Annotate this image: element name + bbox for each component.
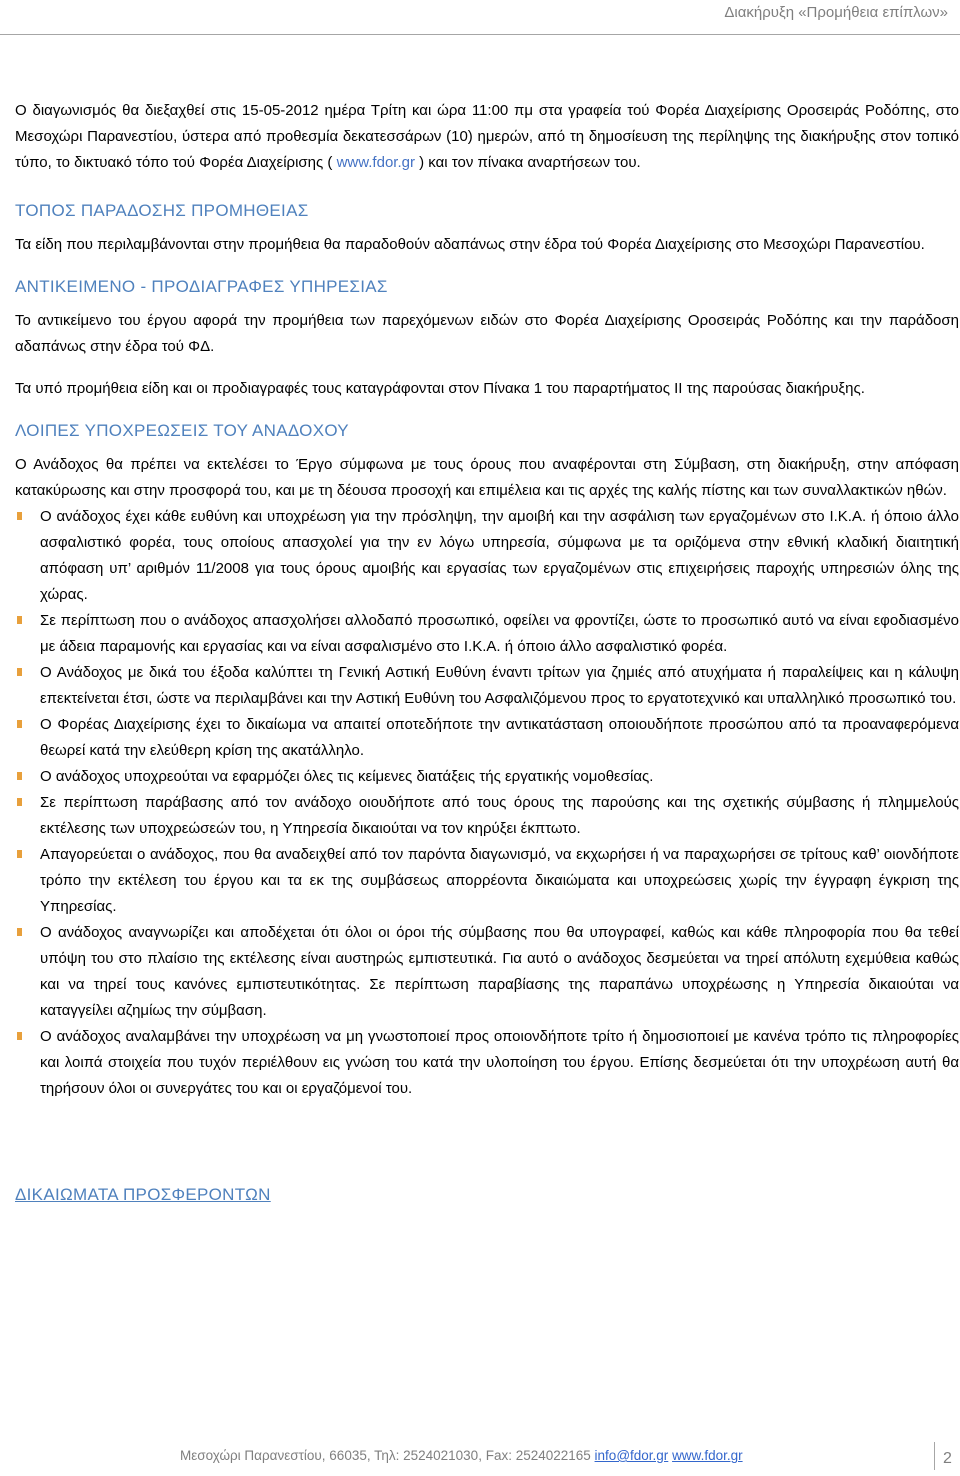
object-text-2: Τα υπό προμήθεια είδη και οι προδιαγραφές τους καταγράφονται στον Πίνακα 1 του παραρτήματος ΙΙ της παρούσας διακήρυξης.	[15, 380, 865, 397]
bullet-icon	[17, 512, 22, 520]
bullet-icon	[17, 668, 22, 676]
list-item	[15, 920, 959, 1024]
footer-website-link[interactable]: www.fdor.gr	[672, 1448, 743, 1463]
obligations-text: Ο Ανάδοχος θα πρέπει να εκτελέσει το Έργο σύμφωνα με τους όρους που αναφέρονται στη Σύμβαση, στη διακήρυξη, στην απόφαση κατακύρωσης και στην προσφορά του, και με τη δέουσα προσοχή και επιμέλεια και τις αρχές της καλής πίστης και των συναλλακτικών ηθών.	[15, 456, 959, 499]
bullet-icon	[17, 720, 22, 728]
list-item	[15, 504, 959, 608]
list-item	[15, 712, 959, 764]
list-item	[15, 790, 959, 842]
page-header	[0, 0, 960, 35]
list-item-text: Απαγορεύεται ο ανάδοχος, που θα αναδειχθεί από τον παρόντα διαγωνισμό, να εκχωρήσει ή να παραχωρήσει σε τρίτους καθ’ οιονδήποτε τρόπο την εκτέλεση του έργου και τα εκ της συμβάσεως απορρέοντα δικαιώματα και υποχρεώσεις χωρίς την έγγραφη έγκριση της Υπηρεσίας.	[40, 846, 959, 915]
bullet-icon	[17, 616, 22, 624]
document-title: Διακήρυξη «Προμήθεια επίπλων»	[724, 4, 948, 21]
object-heading: ΑΝΤΙΚΕΙΜΕΝΟ - ΠΡΟΔΙΑΓΡΑΦΕΣ ΥΠΗΡΕΣΙΑΣ	[15, 277, 388, 296]
list-item	[15, 660, 959, 712]
bullet-icon	[17, 928, 22, 936]
bullet-icon	[17, 772, 22, 780]
footer-email-link[interactable]: info@fdor.gr	[594, 1448, 669, 1463]
list-item-text: Ο ανάδοχος αναγνωρίζει και αποδέχεται ότι όλοι οι όροι τής σύμβασης που θα υπογραφεί, καθώς και κάθε πληροφορία που θα τεθεί υπόψη του στο πλαίσιο της εκτέλεσης είναι αυστηρώς εμπιστευτικά. Για αυτό ο ανάδοχος δεσμεύεται να τηρεί απόλυτη εχεμύθεια καθώς και να τηρεί τους κανόνες εμπιστευτικότητας. Σε περίπτωση παραβίασης της παραπάνω υποχρέωσης η Υπηρεσία δικαιούται να καταγγείλει αζημίως την σύμβαση.	[40, 924, 959, 1019]
fdor-website-link[interactable]: www.fdor.gr	[336, 154, 415, 171]
list-item-text: Ο Ανάδοχος με δικά του έξοδα καλύπτει τη Γενική Αστική Ευθύνη έναντι τρίτων για ζημιές από ατυχήματα ή παραλείψεις και η κάλυψη επεκτείνεται έτσι, ώστε να περιλαμβάνει και την Αστική Ευθύνη του Ασφαλιζόμενου προς το εργατοτεχνικό και υπαλληλικό προσωπικό του.	[40, 664, 959, 707]
bullet-icon	[17, 850, 22, 858]
rights-heading: ΔΙΚΑΙΩΜΑΤΑ ΠΡΟΣΦΕΡΟΝΤΩΝ	[15, 1185, 271, 1204]
document-body	[15, 98, 959, 1208]
list-item-text: Ο ανάδοχος έχει κάθε ευθύνη και υποχρέωση για την πρόσληψη, την αμοιβή και την ασφάλιση των εργαζομένων στο Ι.Κ.Α. ή όποιο άλλο ασφαλιστικό φορέα, τους οποίους απασχολεί για την εν λόγω υπηρεσία, σύμφωνα με τα οριζόμενα στην εθνική κλαδική διαιτητική απόφαση υπ’ αριθμόν 11/2008 για τους όρους αμοιβής και εργασίας των εργαζομένων στις επιχειρήσεις παροχής υπηρεσιών όλης της χώρας.	[40, 508, 959, 603]
list-item	[15, 842, 959, 920]
list-item	[15, 608, 959, 660]
list-item	[15, 1024, 959, 1102]
list-item-text: Ο Φορέας Διαχείρισης έχει το δικαίωμα να απαιτεί οποτεδήποτε την αντικατάσταση οποιουδήποτε προσώπου από τα προαναφερόμενα θεωρεί κατά την ελεύθερη κρίση της ακατάλληλο.	[40, 716, 959, 759]
list-item-text: Ο ανάδοχος αναλαμβάνει την υποχρέωση να μη γνωστοποιεί προς οποιονδήποτε τρίτο ή δημοσιοποιεί με κανένα τρόπο τις πληροφορίες και λοιπά στοιχεία που τυχόν περιέλθουν εις γνώση του κατά την υλοποίηση του έργου. Επίσης δεσμεύεται ότι την υποχρέωση αυτή θα τηρήσουν όλοι οι συνεργάτες του και οι εργαζόμενοί του.	[40, 1028, 959, 1097]
list-item-text: Ο ανάδοχος υποχρεούται να εφαρμόζει όλες τις κείμενες διατάξεις τής εργατικής νομοθεσίας.	[40, 768, 654, 785]
footer-contact	[180, 1448, 743, 1463]
intro-text: Ο διαγωνισμός θα διεξαχθεί στις 15-05-2012 ημέρα Τρίτη και ώρα 11:00 πμ στα γραφεία τού Φορέα Διαχείρισης Οροσειράς Ροδόπης, στο Μεσοχώρι Παρανεστίου, ύστερα από προθεσμία δεκατεσσάρων (10) ημερών, από τη δημοσίευση της περίληψης της διακήρυξης στον τοπικό τύπο, το δικτυακό τόπο τού Φορέα Διαχείρισης (	[15, 102, 959, 171]
obligations-list	[15, 504, 959, 1102]
page-footer	[0, 1438, 960, 1474]
bullet-icon	[17, 798, 22, 806]
page-number: 2	[934, 1442, 952, 1470]
list-item-text: Σε περίπτωση που ο ανάδοχος απασχολήσει αλλοδαπό προσωπικό, οφείλει να φροντίζει, ώστε το προσωπικό αυτό να είναι εφοδιασμένο με άδεια παραμονής και εργασίας και να είναι ασφαλισμένο στο Ι.Κ.Α. ή όποιο άλλο ασφαλιστικό φορέα.	[40, 612, 959, 655]
intro-text-end: ) και τον πίνακα αναρτήσεων του.	[414, 154, 641, 171]
intro-paragraph	[15, 98, 959, 176]
bullet-icon	[17, 1032, 22, 1040]
footer-address: Μεσοχώρι Παρανεστίου, 66035, Τηλ: 2524021030, Fax: 2524022165	[180, 1448, 595, 1463]
delivery-heading: ΤΟΠΟΣ ΠΑΡΑΔΟΣΗΣ ΠΡΟΜΗΘΕΙΑΣ	[15, 201, 309, 220]
list-item	[15, 764, 959, 790]
obligations-heading: ΛΟΙΠΕΣ ΥΠΟΧΡΕΩΣΕΙΣ ΤΟΥ ΑΝΑΔΟΧΟΥ	[15, 421, 349, 440]
delivery-text: Τα είδη που περιλαμβάνονται στην προμήθεια θα παραδοθούν αδαπάνως στην έδρα τού Φορέα Διαχείρισης στο Μεσοχώρι Παρανεστίου.	[15, 236, 925, 253]
object-text-1: Το αντικείμενο του έργου αφορά την προμήθεια των παρεχόμενων ειδών στο Φορέα Διαχείρισης Οροσειράς Ροδόπης και την παράδοση αδαπάνως στην έδρα τού ΦΔ.	[15, 312, 959, 355]
list-item-text: Σε περίπτωση παράβασης από τον ανάδοχο οιουδήποτε από τους όρους της παρούσης και της σχετικής σύμβασης ή πλημμελούς εκτέλεσης των υποχρεώσεών του, η Υπηρεσία δικαιούται να τον κηρύξει έκπτωτο.	[40, 794, 959, 837]
